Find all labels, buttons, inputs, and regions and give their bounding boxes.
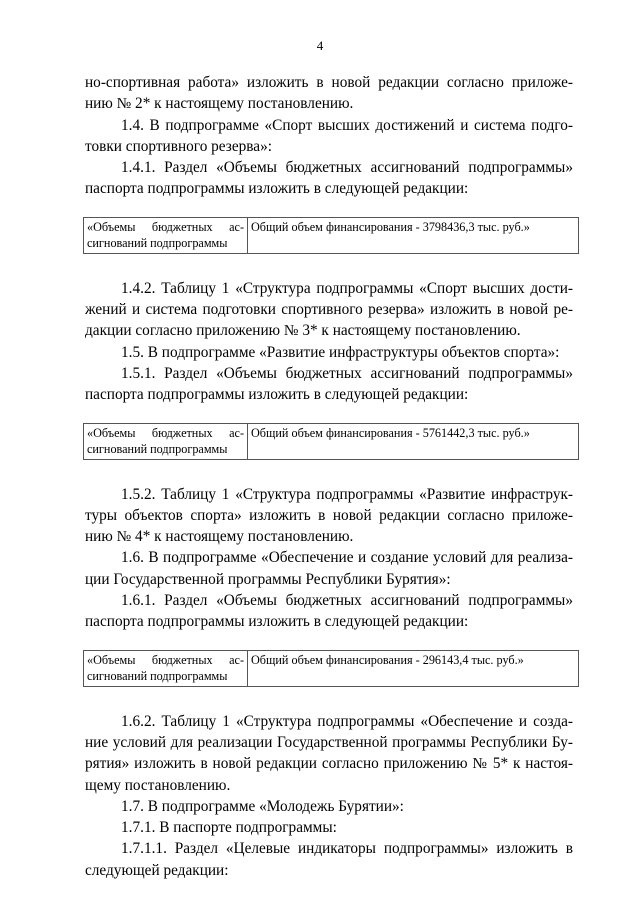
paragraph-line: нию № 2* к настоящему постановлению. [85,95,354,113]
text-block-b [85,278,573,406]
paragraph-line: паспорта подпрограммы изложить в следующей редакции: [85,613,469,631]
table-label-cell: «Объемы бюджетных ас-сигнований подпрограммы [84,423,248,459]
table-value-cell: Общий объем финансирования - 3798436,3 тыс. руб.» [248,217,579,253]
paragraph-line: 1.5.2. Таблицу 1 «Структура подпрограммы «Развитие инфраструк- [121,485,573,503]
table-row [84,423,579,459]
text-block-a [85,72,573,200]
page-number: 4 [316,38,324,53]
table-row [84,650,579,686]
paragraph-line: паспорта подпрограммы изложить в следующей редакции: [85,386,469,404]
paragraph-line: 1.6.1. Раздел «Объемы бюджетных ассигнований подпрограммы» [121,592,573,610]
table-value-cell: Общий объем финансирования - 296143,4 тыс. руб.» [248,650,579,686]
paragraph-line: туры объектов спорта» изложить в новой редакции согласно приложе- [85,506,573,524]
budget-table-3 [83,650,579,687]
paragraph-line: 1.5.1. Раздел «Объемы бюджетных ассигнований подпрограммы» [121,364,573,382]
paragraph-line: 1.7.1.1. Раздел «Целевые индикаторы подпрограммы» изложить в [121,840,573,858]
paragraph-line: 1.7. В подпрограмме «Молодежь Бурятии»: [121,797,404,815]
paragraph-line: ние условий для реализации Государственной программы Республики Бу- [85,733,573,751]
paragraph-line: дакции согласно приложению № 3* к настоящему постановлению. [85,322,521,340]
paragraph-line: нию № 4* к настоящему постановлению. [85,528,354,546]
paragraph-line: 1.6.2. Таблицу 1 «Структура подпрограммы «Обеспечение и созда- [121,712,573,730]
paragraph-line: 1.5. В подпрограмме «Развитие инфраструктуры объектов спорта»: [121,343,560,361]
paragraph-line: 1.6. В подпрограмме «Обеспечение и создание условий для реализа- [121,549,573,567]
budget-table-2 [83,423,579,460]
paragraph-line: рятия» изложить в новой редакции согласно приложению № 5* к настоя- [85,755,573,773]
document-body [85,72,573,881]
text-block-c [85,484,573,633]
text-block-d [85,711,573,881]
paragraph-line: 1.4. В подпрограмме «Спорт высших достижений и система подго- [121,116,573,134]
paragraph-line: щему постановлению. [85,776,231,794]
table-value-cell: Общий объем финансирования - 5761442,3 тыс. руб.» [248,423,579,459]
paragraph-line: но-спортивная работа» изложить в новой редакции согласно приложе- [85,74,573,91]
paragraph-line: 1.7.1. В паспорте подпрограммы: [121,819,337,837]
paragraph-line: ции Государственной программы Республики Бурятия»: [85,570,451,588]
table-label-cell: «Объемы бюджетных ас-сигнований подпрограммы [84,217,248,253]
paragraph-line: 1.4.1. Раздел «Объемы бюджетных ассигнований подпрограммы» [121,159,573,177]
table-label-cell: «Объемы бюджетных ас-сигнований подпрограммы [84,650,248,686]
budget-table-1 [83,217,579,254]
table-row [84,217,579,253]
paragraph-line: 1.4.2. Таблицу 1 «Структура подпрограммы «Спорт высших дости- [121,279,573,297]
paragraph-line: следующей редакции: [85,861,229,879]
paragraph-line: жений и система подготовки спортивного резерва» изложить в новой ре- [85,301,573,319]
paragraph-line: паспорта подпрограммы изложить в следующей редакции: [85,180,469,198]
paragraph-line: товки спортивного резерва»: [85,137,272,155]
